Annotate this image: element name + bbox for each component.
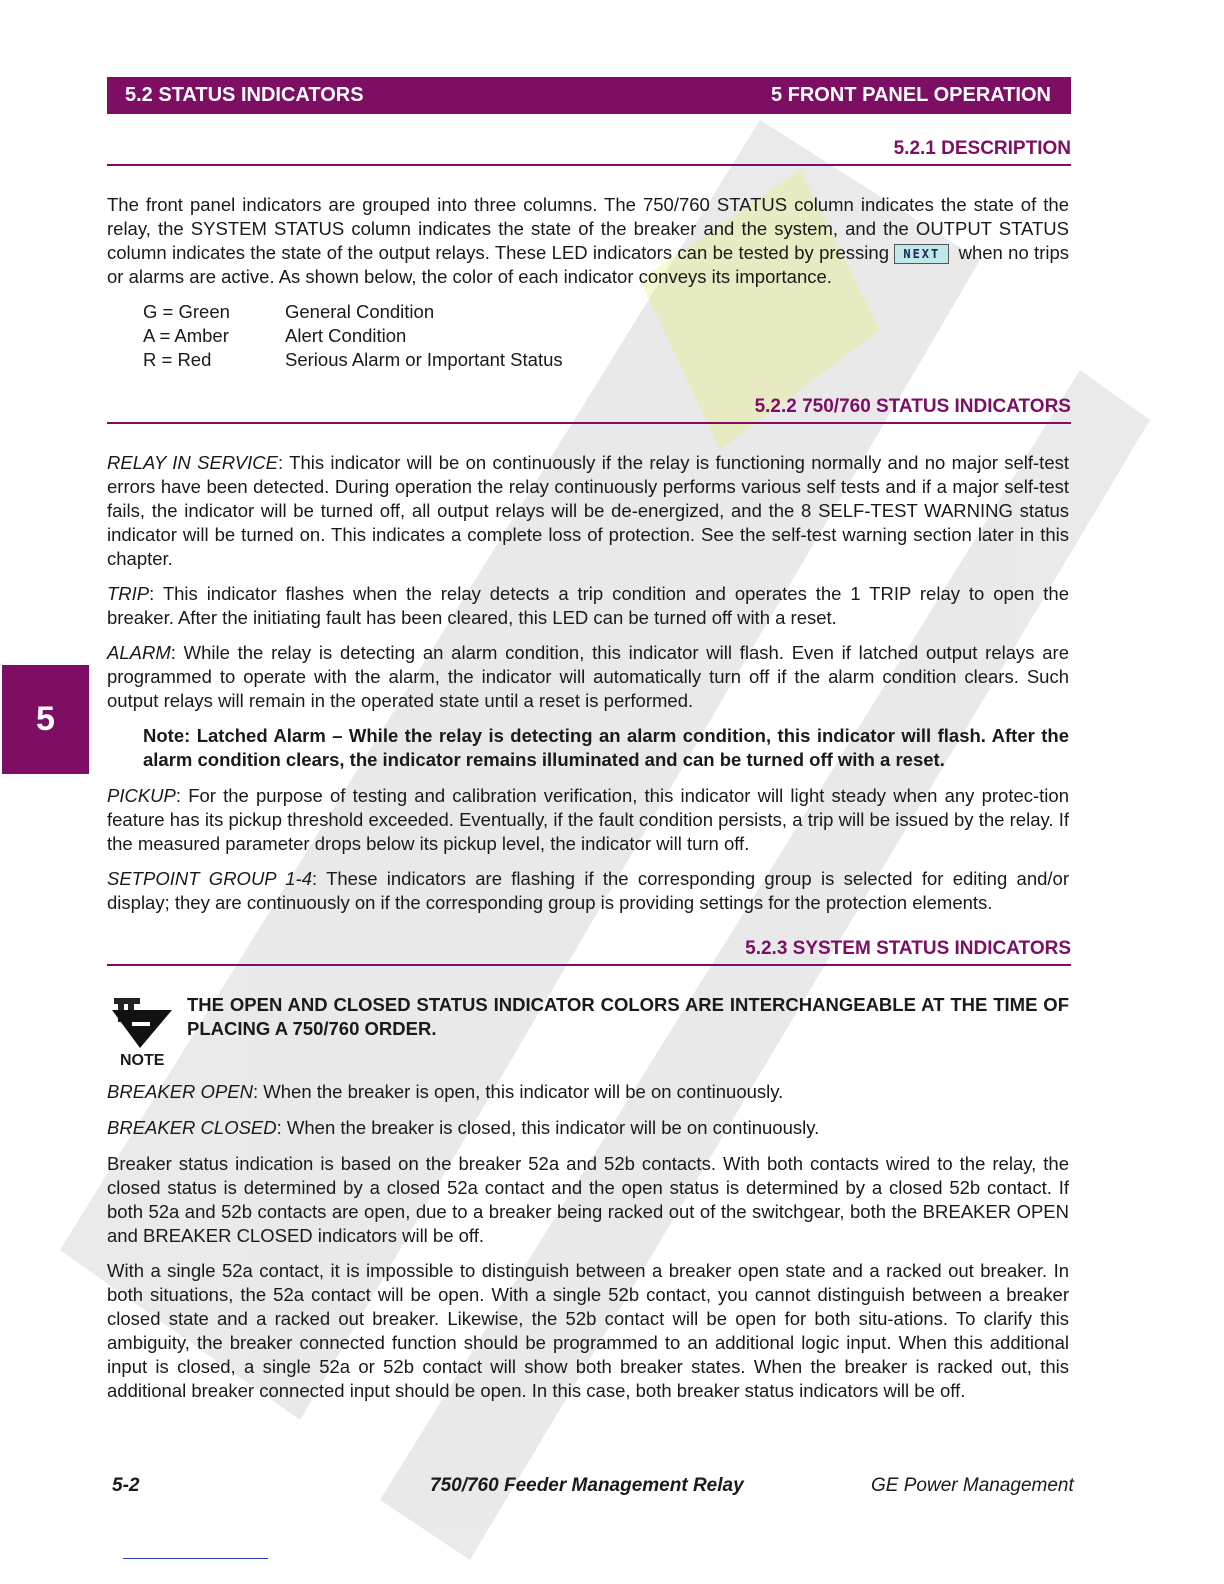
description-intro: The front panel indicators are grouped into three columns. The 750/760 STATUS column indicates the state of the relay, the SYSTEM STATUS column indicates the state of the breaker and the system, and the OUTPUT STATUS column indicates the state of the output relays. These LED indicators can be tested by pressing — [107, 194, 1069, 263]
footer-title: 750/760 Feeder Management Relay — [430, 1475, 744, 1496]
term-relay-in-service: RELAY IN SERVICE — [107, 452, 279, 473]
description-intro-end: when no trips or alarms are active. As shown below, the color of each indicator conveys its importance. — [107, 242, 1070, 287]
term-breaker-closed: BREAKER CLOSED — [107, 1117, 277, 1138]
term-pickup: PICKUP — [107, 785, 176, 806]
system-status-note: THE OPEN AND CLOSED STATUS INDICATOR COLORS ARE INTERCHANGEABLE AT THE TIME OF PLACING A 750/760 ORDER. — [187, 994, 1069, 1039]
latched-alarm-note: Note: Latched Alarm – While the relay is detecting an alarm condition, this indicator will flash. After the alarm condition clears, the indicator remains illuminated and can be turned off with a reset. — [143, 725, 1069, 770]
legend-meaning: Alert Condition — [285, 325, 407, 346]
description-paragraph — [107, 193, 1069, 289]
pickup-paragraph — [107, 784, 1069, 856]
setpoint-group-paragraph — [107, 867, 1069, 915]
pickup-text: : For the purpose of testing and calibration verification, this indicator will light steady when any protec-tion feature has its pickup threshold exceeded. Eventually, if the fault condition persists, a trip will be issued by the relay. If the measured parameter drops below its pickup level, the indicator will turn off. — [107, 785, 1069, 854]
setpoint-group-text: : These indicators are flashing if the corresponding group is selected for editing and/or display; they are continuously on if the corresponding group is providing settings for the protection elements. — [107, 868, 1069, 913]
breaker-closed-text: : When the breaker is closed, this indicator will be on continuously. — [276, 1117, 820, 1138]
legend-row — [143, 300, 563, 324]
footer-company: GE Power Management — [871, 1475, 1074, 1496]
header-section-title: 5.2 STATUS INDICATORS — [125, 84, 364, 106]
trip-paragraph — [107, 582, 1069, 630]
breaker-open-text: : When the breaker is open, this indicator will be on continuously. — [253, 1081, 784, 1102]
breaker-open-paragraph — [107, 1080, 1069, 1104]
relay-in-service-text: : This indicator will be on continuously if the relay is functioning normally and no major self-test errors have been detected. During operation the relay continuously performs various self tests and if a major self-test fails, the indicator will be turned off, all output relays will be de-energized, and the 8 SELF-TEST WARNING status indicator will be turned on. This indicates a complete loss of protection. See the self-test warning section later in this chapter. — [107, 452, 1069, 569]
alarm-text: : While the relay is detecting an alarm condition, this indicator will flash. Even if latched output relays are programmed to operate with the alarm, the indicator will automatically turn off if the alarm condition clears. Such output relays will remain in the operated state until a reset is performed. — [107, 642, 1069, 711]
chapter-tab: 5 — [2, 665, 89, 774]
alarm-paragraph — [107, 641, 1069, 713]
section-heading-system-status: 5.2.3 SYSTEM STATUS INDICATORS — [107, 938, 1071, 966]
breaker-status-paragraph: Breaker status indication is based on the breaker 52a and 52b contacts. With both contacts wired to the relay, the closed status is determined by a closed 52a contact and the open status is determined by a closed 52b contact. If both 52a and 52b contacts are open, due to a breaker being racked out of the switchgear, both the BREAKER OPEN and BREAKER CLOSED indicators will be off. — [107, 1153, 1069, 1246]
next-key-icon: NEXT — [894, 244, 949, 264]
header-chapter-title: 5 FRONT PANEL OPERATION — [770, 84, 1051, 106]
legend-row — [143, 348, 563, 372]
legend-code: R = Red — [143, 349, 212, 370]
legend-meaning: Serious Alarm or Important Status — [285, 349, 563, 370]
page-header — [107, 77, 1071, 114]
single-contact-paragraph: With a single 52a contact, it is impossible to distinguish between a breaker open state and a racked out breaker. In both situations, the 52a contact will be open. With a single 52b contact, you cannot distinguish between a breaker closed state and a racked out breaker. Likewise, the 52b contact will be open for both situ-ations. To clarify this ambiguity, the breaker connected function should be programmed to an additional logic input. When this additional input is closed, a single 52a or 52b contact will show both breaker states. When the breaker is racked out, this additional breaker connected input should be open. In this case, both breaker status indicators will be off. — [107, 1260, 1069, 1401]
section-heading-status-indicators: 5.2.2 750/760 STATUS INDICATORS — [107, 396, 1071, 424]
term-trip: TRIP — [107, 583, 150, 604]
legend-meaning: General Condition — [285, 301, 435, 322]
legend-row — [143, 324, 563, 348]
footer-link-underline — [123, 1558, 268, 1559]
note-label: NOTE — [120, 1052, 165, 1069]
legend-code: A = Amber — [143, 325, 229, 346]
trip-text: : This indicator flashes when the relay detects a trip condition and operates the 1 TRIP relay to open the breaker. After the initiating fault has been cleared, this LED can be turned off with a reset. — [107, 583, 1069, 628]
section-heading-description: 5.2.1 DESCRIPTION — [107, 138, 1071, 166]
legend-code: G = Green — [143, 301, 230, 322]
breaker-closed-paragraph — [107, 1116, 1069, 1140]
footer-page-number: 5-2 — [112, 1475, 140, 1496]
color-legend — [143, 300, 563, 372]
term-breaker-open: BREAKER OPEN — [107, 1081, 253, 1102]
term-setpoint-group: SETPOINT GROUP 1-4 — [107, 868, 312, 889]
relay-in-service-paragraph — [107, 451, 1069, 571]
term-alarm: ALARM — [107, 642, 171, 663]
